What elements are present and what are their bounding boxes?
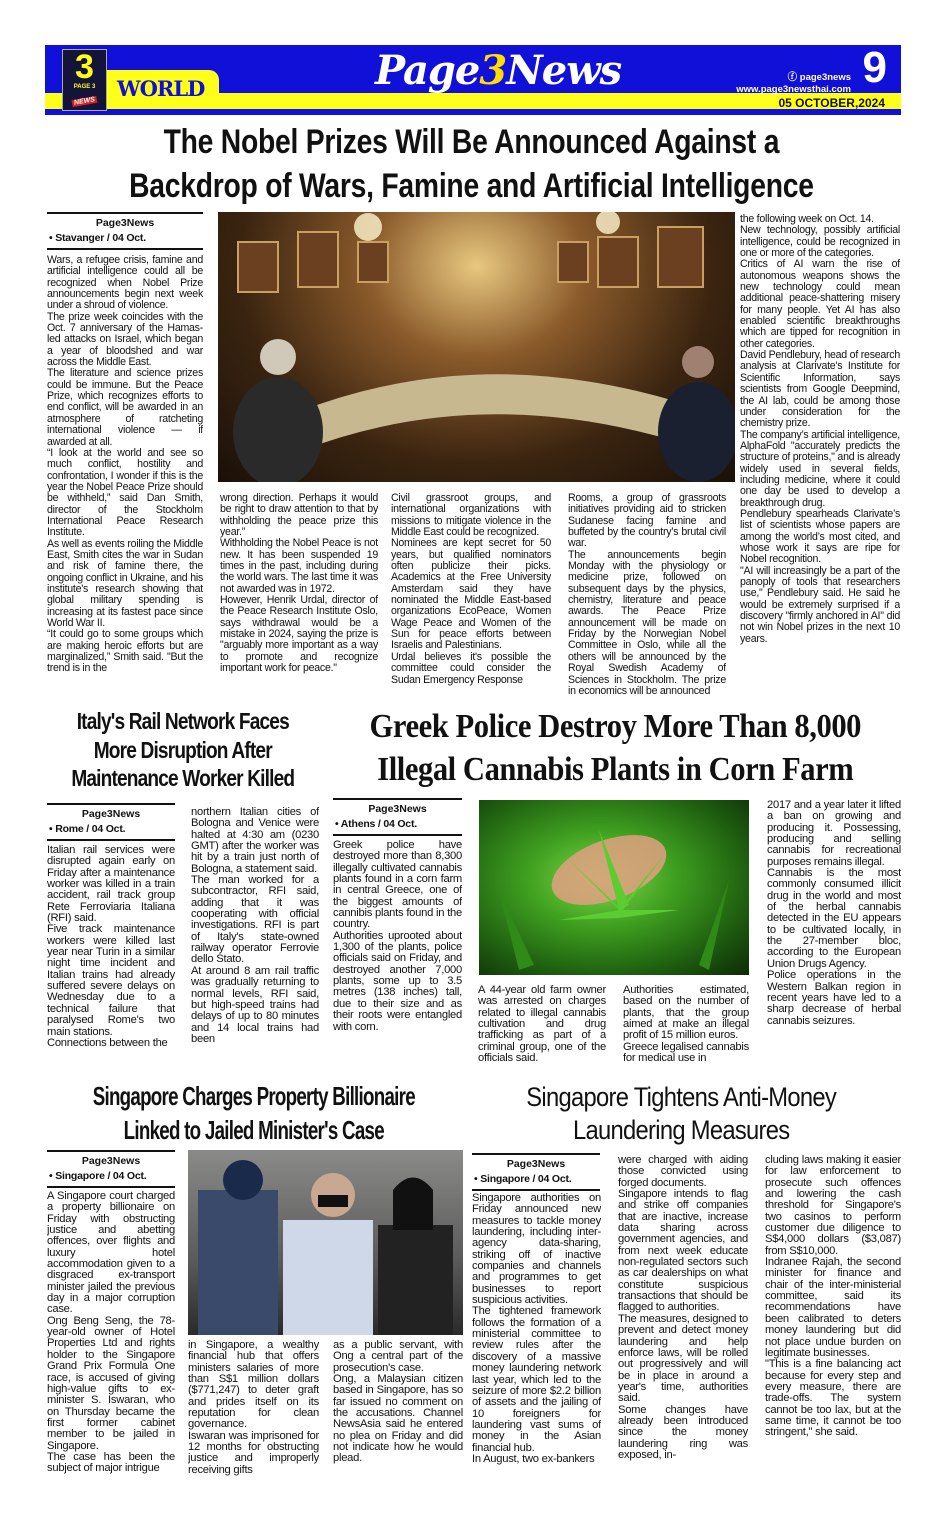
cannabis-plants-photo [479, 800, 749, 975]
paragraph: Greece legalised cannabis for medical use in [623, 1040, 749, 1065]
agency: Page3News [506, 1158, 566, 1170]
paragraph: Ong Beng Seng, the 78-year-old owner of Hotel Properties Ltd and rights holder to the Singapore Grand Prix Formula One race, is accused of giving high-value gifts to ex-minister S. Iswaran, who on Thursday became the first former cabinet member to be jailed in Singapore. [47, 1314, 175, 1452]
brand-pre: Page [375, 47, 480, 94]
singapore-aml-headline [470, 1081, 892, 1147]
court-photo-illustration [188, 1150, 463, 1335]
headline-line: More Disruption After [93, 736, 272, 763]
paragraph: Police operations in the Western Balkan region in recent years have led to a sharp decrease of herbal cannabis seizures. [767, 969, 901, 1027]
brand-post: News [506, 47, 622, 94]
dateline: • Singapore / 04 Oct. [49, 1170, 147, 1182]
dateline: • Athens / 04 Oct. [335, 818, 417, 830]
paragraph: cluding laws making it easier for law enforcement to prosecute such offences and lowering the cash threshold for Singapore's two casinos to perform customer due diligence to S$4,000 dollars ($3,087) from S$10,000. [765, 1155, 901, 1257]
paragraph: Rooms, a group of grassroots initiatives providing aid to stricken Sudanese facing famine and buffeted by the country’s brutal civil war. [568, 493, 726, 550]
article-column [191, 807, 319, 1073]
masthead [45, 45, 901, 115]
paragraph: The measures, designed to prevent and detect money laundering and help enforce laws, will be rolled out progressively and will be in place in around a year's time, authorities said. [618, 1312, 748, 1405]
article-column [767, 800, 901, 1078]
paragraph: “It could go to some groups which are making heroic efforts but are marginalized,” Smith said. "But the trend is in the [47, 628, 203, 675]
paragraph: As well as events roiling the Middle East, Smith cites the war in Sudan and risk of famine there, the ongoing conflict in Ukraine, and his institute's research showing that global military spending is increasing at its fastest pace since World War II. [47, 537, 203, 629]
nobel-headline [45, 120, 898, 208]
paragraph: Some changes have already been introduced since the money laundering ring was exposed, in- [618, 1403, 748, 1461]
page-number: 9 [862, 43, 887, 92]
paragraph: Pendlebury spearheads Clarivate’s list of scientists whose papers are among the world’s most cited, and whose work it says are ripe for Nobel recognition. [740, 507, 900, 566]
agency: Page3News [95, 217, 155, 229]
singapore-case-headline [45, 1079, 463, 1147]
paragraph: the following week on Oct. 14. [740, 214, 874, 225]
article-column [47, 845, 175, 1073]
paragraph: The company’s artificial intelligence, AlphaFold "accurately predicts the structure of proteins," and is already widely used in several fields, including medicine, where it could one day be used to develop a breakthrough drug. [740, 428, 900, 509]
paragraph: in Singapore, a wealthy financial hub that offers ministers salaries of more than S$1 million dollars ($771,247) to deter graft and prides itself on its reputation for clean governance. [188, 1340, 319, 1431]
paragraph: The tightened framework follows the formation of a ministerial committee to review rules after the discovery of a massive money laundering network last year, which led to the seizure of more $2.2 billion of assets and the jailing of 10 foreigners for laundering vast sums of money in the Asian financial hub. [472, 1305, 601, 1454]
paragraph: “I look at the world and see so much conflict, hostility and confrontation, I wonder if this is the year the Nobel Peace Prize should be withheld,” said Dan Smith, director of the Stockholm International Peace Research Institute. [47, 446, 203, 539]
paragraph: Authorities uprooted about 1,300 of the plants, police officials said on Friday, and destroyed another 7,000 plants, some up to 3.5 metres (138 inches) tall, due to their size and as their roots were entangled with corn. [333, 929, 462, 1033]
paragraph: Urdal believes it's possible the committee could consider the Sudan Emergency Response [391, 650, 551, 686]
section-name: WORLD [117, 76, 205, 101]
article-column [47, 1191, 175, 1493]
website-link[interactable]: www.page3newsthai.com [736, 84, 851, 95]
dateline: • Singapore / 04 Oct. [474, 1173, 572, 1185]
article-column [618, 1155, 748, 1493]
paragraph: However, Henrik Urdal, director of the Peace Research Institute Oslo, says withdrawal would be a mistake in 2024, saying the prize is "arguably more important as a way to promote and recognize important work for peace." [220, 594, 378, 675]
photo-caption-column [478, 985, 606, 1075]
section-label [107, 70, 219, 109]
paragraph: Critics of AI warn the rise of autonomous weapons shows the new technology could mean additional peace-shattering misery for many people. Yet AI has also enabled scientific breakthroughs which are tipped for recognition in other categories. [740, 258, 900, 350]
italy-headline [45, 707, 321, 793]
greece-headline [330, 705, 901, 791]
facebook-handle[interactable] [788, 69, 851, 83]
agency: Page3News [368, 803, 427, 815]
headline-line: Linked to Jailed Minister's Case [123, 1115, 384, 1145]
paragraph: Five track maintenance workers were killed last year near Turin in a similar night time incident and Italian trains had already suffered severe delays on Wednesday due to a technical failure that paralysed Rome's two main stations. [47, 923, 175, 1038]
logo-text: PAGE 3 [73, 84, 96, 90]
paragraph: Connections between the [47, 1036, 168, 1049]
dateline: • Rome / 04 Oct. [49, 823, 126, 835]
headline-line: The Nobel Prizes Will Be Announced Against a [163, 123, 780, 161]
paragraph: "This is a fine balancing act because for every step and every measure, there are trade-offs. The system cannot be too lax, but at the same time, it cannot be too stringent," she said. [765, 1358, 901, 1439]
article-column [568, 493, 726, 702]
article-column [391, 493, 551, 702]
facebook-icon: ⓕ [787, 72, 800, 83]
brand-wordmark [375, 47, 621, 94]
paragraph: In August, two ex-bankers [472, 1452, 595, 1465]
paragraph: Italian rail services were disrupted again early on Friday after a maintenance worker was killed in a train accident, rail track group Rete Ferroviaria Italiana (RFI) said. [47, 845, 175, 925]
paragraph: Civil grassroot groups, and international organizations with missions to mitigate violence in the Middle East could be recognized. [391, 493, 551, 539]
article-column [333, 840, 462, 1080]
billionaire-court-photo [188, 1150, 463, 1335]
paragraph: The prize week coincides with the Oct. 7 anniversary of the Hamas-led attacks on Israel, which began a year of bloodshed and war across the Middle East. [47, 310, 203, 369]
paragraph: A Singapore court charged a property billionaire on Friday with obstructing justice and abetting offences, over flights and luxury hotel accommodation given to a disgraced ex-transport minister jailed the previous day in a major corruption case. [47, 1191, 175, 1316]
headline-line: Backdrop of Wars, Famine and Artificial Intelligence [129, 167, 814, 205]
article-column [333, 1340, 463, 1493]
brand-num: 3 [479, 47, 507, 94]
logo-number: 3 [75, 48, 94, 86]
issue-date: 05 OCTOBER,2024 [778, 96, 885, 110]
byline [47, 1150, 175, 1188]
paragraph: were charged with aiding those convicted using forged documents. [618, 1155, 748, 1189]
article-column [740, 214, 900, 702]
paragraph: The man worked for a subcontractor, RFI said, adding that it was cooperating with official investigations. RFI is part of Italy's state-owned railway operator Ferrovie dello Stato. [191, 874, 319, 966]
paragraph: David Pendlebury, head of research analysis at Clarivate's Institute for Scientific Information, says scientists from Google Deepmind, the AI lab, could be among those under consideration for the chemistry prize. [740, 349, 900, 430]
paragraph: Singapore intends to flag and strike off companies that are inactive, increase data sharing across government agencies, and from next week educate non-regulated sectors such as car dealerships on what constitute suspicious transactions that should be flagged to authorities. [618, 1188, 748, 1314]
headline-line: Laundering Measures [572, 1115, 790, 1145]
headline-line: Singapore Charges Property Billionaire [92, 1081, 415, 1111]
paragraph: Ong, a Malaysian citizen based in Singapore, has so far issued no comment on the accusations. Channel NewsAsia said he entered no plea on Friday and did not indicate how he would plead. [333, 1373, 463, 1465]
paragraph: 2017 and a year later it lifted a ban on growing and producing it. Possessing, producing and selling cannabis for recreational purposes remains illegal. [767, 800, 901, 868]
paragraph: The literature and science prizes could be immune. But the Peace Prize, which recognizes efforts to end conflict, will be awarded in an atmosphere of ratcheting international violence — if awarded at all. [47, 367, 203, 448]
agency: Page3News [81, 808, 141, 820]
byline [333, 798, 462, 836]
agency: Page3News [81, 1155, 141, 1167]
logo-badge: NEWS [73, 96, 96, 107]
paragraph: Withholding the Nobel Peace is not new. It has been suspended 19 times in the past, including during the world wars. The last time it was not awarded was in 1972. [220, 537, 378, 595]
paragraph: Nominees are kept secret for 50 years, but qualified nominators often publicize their picks. Academics at the Free University Amsterdam said they have nominated the Middle East-based organizations EcoPeace, Women Wage Peace and Women of the Sun for peace efforts between Israelis and Palestinians. [391, 537, 551, 652]
paragraph: Authorities estimated, based on the number of plants, that the group aimed at make an illegal profit of 15 million euros. [623, 985, 749, 1042]
paragraph: Cannabis is the most commonly consumed illicit drug in the world and most of the herbal cannabis detected in the EU appears to be cultivated locally, in the 27-member bloc, according to the European Union Drugs Agency. [767, 867, 901, 970]
paragraph: Greek police have destroyed more than 8,300 illegally cultivated cannabis plants found in a corn farm in central Greece, one of the biggest amounts of cannibis plants found in the country. [333, 840, 462, 931]
paragraph: northern Italian cities of Bologna and Venice were halted at 4:30 am (0230 GMT) after the worker was hit by a train just north of Bologna, a statement said. [191, 807, 319, 875]
article-column [765, 1155, 901, 1493]
paragraph: Singapore authorities on Friday announced new measures to tackle money laundering, including inter-agency data-sharing, striking off of inactive companies and channels and programmes to get businesses to report suspicious activities. [472, 1193, 601, 1307]
paragraph: New technology, possibly artificial intelligence, could be recognized in one or more of the categories. [740, 224, 900, 260]
headline-line: Maintenance Worker Killed [71, 765, 295, 791]
article-column [472, 1193, 601, 1493]
byline [47, 803, 175, 841]
byline [472, 1153, 600, 1191]
nobel-ceremony-photo [218, 212, 735, 482]
paragraph: as a public servant, with Ong a central part of the prosecution's case. [333, 1340, 463, 1374]
headline-line: Illegal Cannabis Plants in Corn Farm [377, 751, 854, 788]
paragraph: wrong direction. Perhaps it would be right to draw attention to that by withholding the peace prize this year.” [220, 493, 378, 539]
facebook-text: page3news [799, 72, 851, 83]
paragraph: The announcements begin Monday with the physiology or medicine prize, followed on subsequent days by the physics, chemistry, literature and peace awards. The Peace Prize announcement will be made on Friday by the Norwegian Nobel Committee in Oslo, while all the others will be announced by the Royal Swedish Academy of Sciences in Stockholm. The prize in economics will be announced [568, 548, 726, 697]
headline-line: Italy's Rail Network Faces [76, 708, 289, 734]
paragraph: Wars, a refugee crisis, famine and artificial intelligence could all be recognized when Nobel Prize announcements begin next week under a shroud of violence. [47, 255, 203, 312]
byline [47, 212, 203, 250]
article-column [47, 255, 203, 702]
paragraph: The case has been the subject of major intrigue [47, 1450, 175, 1475]
paragraph: Indranee Rajah, the second minister for finance and chair of the inter-ministerial committee, said its recommendations have been calibrated to deters money laundering but did not place undue burden on legitimate businesses. [765, 1256, 901, 1359]
headline-line: Singapore Tightens Anti-Money [526, 1082, 837, 1112]
paragraph: Iswaran was imprisoned for 12 months for obstructing justice and improperly receiving gifts [188, 1429, 319, 1476]
article-column [220, 493, 378, 702]
cannabis-photo-illustration [479, 800, 749, 975]
article-column [188, 1340, 319, 1493]
dateline: • Stavanger / 04 Oct. [49, 232, 146, 244]
paragraph: At around 8 am rail traffic was gradually returning to normal levels, RFI said, but high-speed trains had delays of up to 80 minutes and 14 local trains had been [191, 964, 319, 1045]
page3-logo [62, 49, 107, 111]
headline-line: Greek Police Destroy More Than 8,000 [369, 708, 862, 745]
article-column [623, 985, 749, 1075]
nobel-photo-illustration [218, 212, 735, 482]
paragraph: A 44-year old farm owner was arrested on charges related to illegal cannabis cultivation and drug trafficking as part of a criminal group, one of the officials said. [478, 985, 606, 1065]
paragraph: "AI will increasingly be a part of the panoply of tools that researchers use," Pendlebury said. He said he would be extremely surprised if a discovery "firmly anchored in AI" did not win Nobel prizes in the next 10 years. [740, 564, 900, 645]
